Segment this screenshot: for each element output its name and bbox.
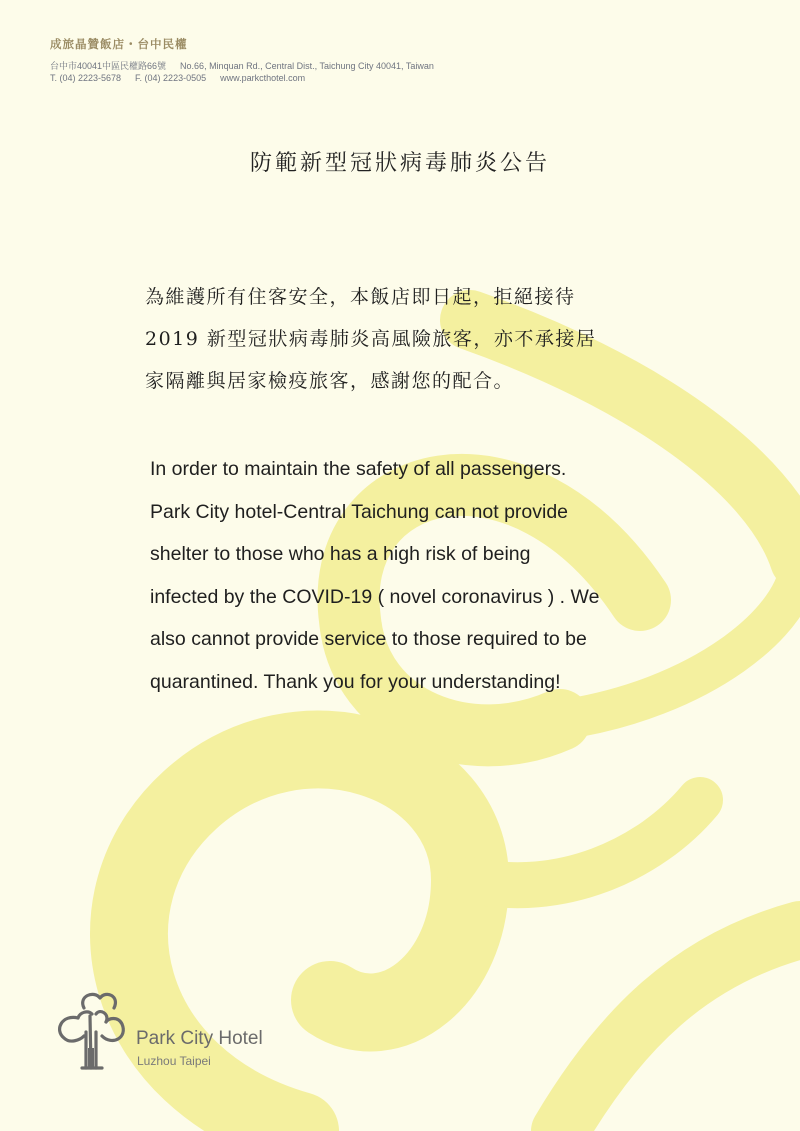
zh-line: 2019 新型冠狀病毒肺炎高風險旅客，亦不承接居 bbox=[145, 328, 597, 350]
phone-number: T. (04) 2223-5678 bbox=[50, 73, 122, 83]
hotel-address bbox=[50, 60, 448, 72]
en-line: infected by the COVID-19 ( novel coronavirus ) . We bbox=[150, 585, 600, 608]
logo-name: Park City Hotel bbox=[136, 1028, 263, 1049]
hotel-name: 成旅晶贊飯店・台中民權 bbox=[50, 37, 188, 51]
letterhead bbox=[50, 36, 448, 84]
address-en: No.66, Minquan Rd., Central Dist., Taichung City 40041, Taiwan bbox=[180, 61, 434, 71]
en-line: shelter to those who has a high risk of being bbox=[150, 543, 531, 565]
en-line: quarantined. Thank you for your understanding! bbox=[150, 670, 561, 693]
zh-line: 為維護所有住客安全，本飯店即日起，拒絕接待 bbox=[145, 286, 576, 308]
hotel-contact bbox=[50, 72, 448, 84]
en-line: In order to maintain the safety of all passengers. bbox=[150, 458, 567, 480]
notice-body-english bbox=[150, 448, 710, 703]
notice-body-chinese bbox=[145, 276, 665, 402]
en-line: also cannot provide service to those required to be bbox=[150, 628, 587, 650]
address-zh: 台中市40041中區民權路66號 bbox=[50, 61, 167, 71]
zh-line: 家隔離與居家檢疫旅客，感謝您的配合。 bbox=[145, 370, 515, 392]
website-link[interactable]: www.parkcthotel.com bbox=[220, 73, 306, 83]
park-city-tree-logo-icon bbox=[48, 988, 130, 1072]
en-line: Park City hotel-Central Taichung can not provide bbox=[150, 500, 569, 523]
fax-number: F. (04) 2223-0505 bbox=[135, 73, 207, 83]
logo-subtitle: Luzhou Taipei bbox=[137, 1054, 211, 1068]
notice-title: 防範新型冠狀病毒肺炎公告 bbox=[249, 151, 550, 176]
